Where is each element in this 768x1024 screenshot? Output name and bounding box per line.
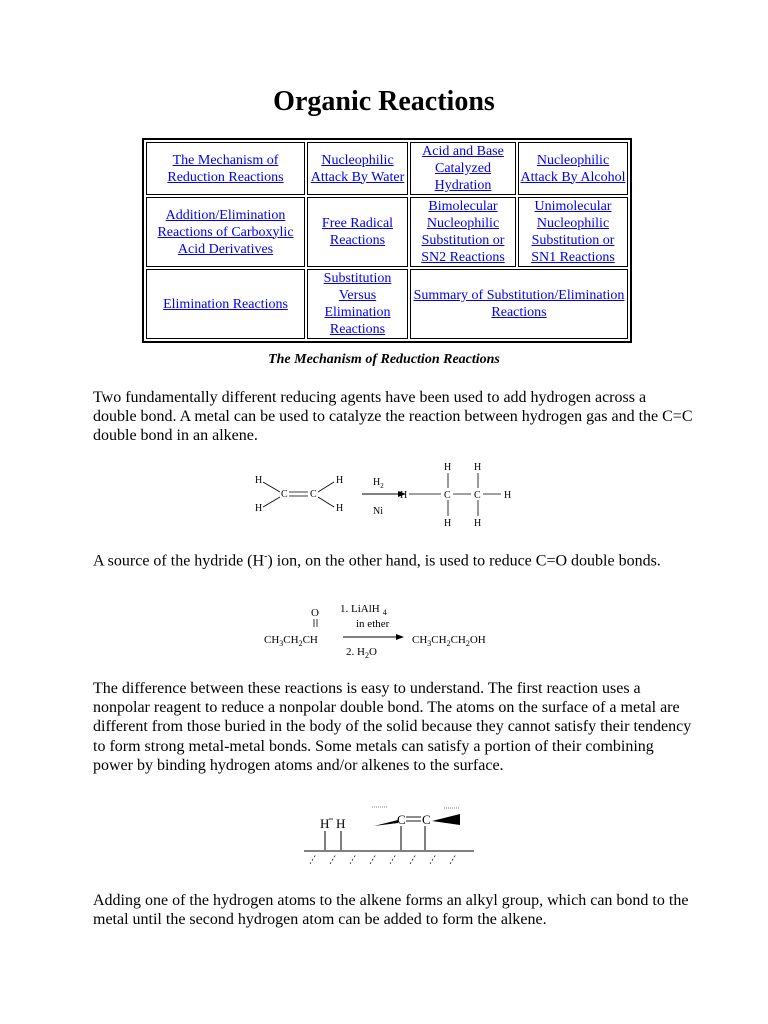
nav-cell (410, 269, 628, 339)
reagent-catalyst-label: Ni (373, 506, 383, 517)
atom-label: C (397, 812, 406, 827)
atom-label: H (255, 503, 263, 514)
link-free-radical-reactions[interactable]: Free Radical Reactions (321, 216, 394, 248)
product-formula: $CH_3CH_2CH_2OH$ (412, 634, 486, 648)
atom-label: H (400, 490, 408, 501)
atom-label: H (444, 518, 452, 529)
atom-label: H (474, 462, 482, 473)
reagent-h2-label: $H_2$ (373, 477, 384, 490)
atom-label: H (255, 475, 263, 486)
link-sn1-reactions[interactable]: Unimolecular Nucleophilic Substitution or SN1 Reactions (531, 199, 615, 265)
paragraph-4: Adding one of the hydrogen atoms to the alkene forms an alkyl group, which can bond to the metal until the second hydrogen atom can be added to form the alkene. (93, 892, 689, 929)
atom-label: H (336, 503, 344, 514)
atom-label: C (310, 489, 317, 500)
link-elimination-reactions[interactable]: Elimination Reactions (163, 296, 288, 312)
nav-cell (518, 142, 628, 195)
paragraph-1: Two fundamentally different reducing agents have been used to add hydrogen across a double bond. A metal can be used to catalyze the reaction between hydrogen gas and the C=C double bond in an alkene. (93, 389, 693, 445)
atom-label: C (422, 812, 431, 827)
nav-cell (146, 142, 305, 195)
nav-cell (410, 197, 516, 267)
atom-label: H (504, 490, 512, 501)
nav-cell (307, 197, 408, 267)
reagent-step-2: 2. $H_2O$ (346, 646, 377, 660)
link-acid-base-catalyzed-hydration[interactable]: Acid and Base Catalyzed Hydration (422, 144, 504, 193)
ethylene-hydrogenation-figure (250, 458, 530, 538)
link-substitution-versus-elimination[interactable]: Substitution Versus Elimination Reactions (323, 271, 392, 337)
section-heading: The Mechanism of Reduction Reactions (268, 352, 500, 367)
link-mechanism-of-reduction-reactions[interactable]: The Mechanism of Reduction Reactions (167, 152, 284, 185)
atom-label: H (336, 816, 346, 831)
link-addition-elimination-carboxylic[interactable]: Addition/Elimination Reactions of Carboxylic Acid Derivatives (157, 207, 294, 257)
nav-cell (410, 142, 516, 195)
atom-label: H (444, 462, 452, 473)
link-summary-substitution-elimination[interactable]: Summary of Substitution/Elimination Reactions (413, 288, 625, 320)
nav-cell (307, 142, 408, 195)
link-nucleophilic-attack-by-alcohol[interactable]: Nucleophilic Attack By Alcohol (520, 152, 626, 185)
link-nucleophilic-attack-by-water[interactable]: Nucleophilic Attack By Water (310, 152, 405, 185)
nav-cell (146, 269, 305, 339)
atom-label: C (281, 489, 288, 500)
nav-cell (307, 269, 408, 339)
atom-label: H (336, 475, 344, 486)
atom-label: H (474, 518, 482, 529)
atom-label: H (320, 816, 330, 831)
reagent-solvent: in ether (356, 618, 390, 630)
page-title: Organic Reactions (273, 86, 495, 117)
atom-label: O (311, 607, 319, 619)
atom-label: C (444, 490, 451, 501)
reactant-formula: $CH_3CH_2CH$ (264, 634, 318, 648)
metal-surface-adsorption-figure (304, 804, 474, 874)
nav-cell (518, 197, 628, 267)
paragraph-2: A source of the hydride (H-) ion, on the other hand, is used to reduce C=O double bonds. (93, 551, 661, 570)
link-sn2-reactions[interactable]: Bimolecular Nucleophilic Substitution or SN2 Reactions (421, 199, 505, 265)
atom-label: C (474, 490, 481, 501)
nav-cell (146, 197, 305, 267)
reaction-navigation-table (142, 138, 632, 343)
reagent-step-1: 1. LiAlH $_4$ (340, 603, 387, 617)
carbonyl-reduction-figure (264, 600, 514, 660)
paragraph-3: The difference between these reactions is easy to understand. The first reaction uses a nonpolar reagent to reduce a nonpolar double bond. The atoms on the surface of a metal are different from those buried in the body of the solid because they cannot satisfy their tendency to form strong metal-metal bonds. Some metals can satisfy a portion of their combining power by binding hydrogen atoms and/or alkenes to the surface. (93, 680, 692, 774)
